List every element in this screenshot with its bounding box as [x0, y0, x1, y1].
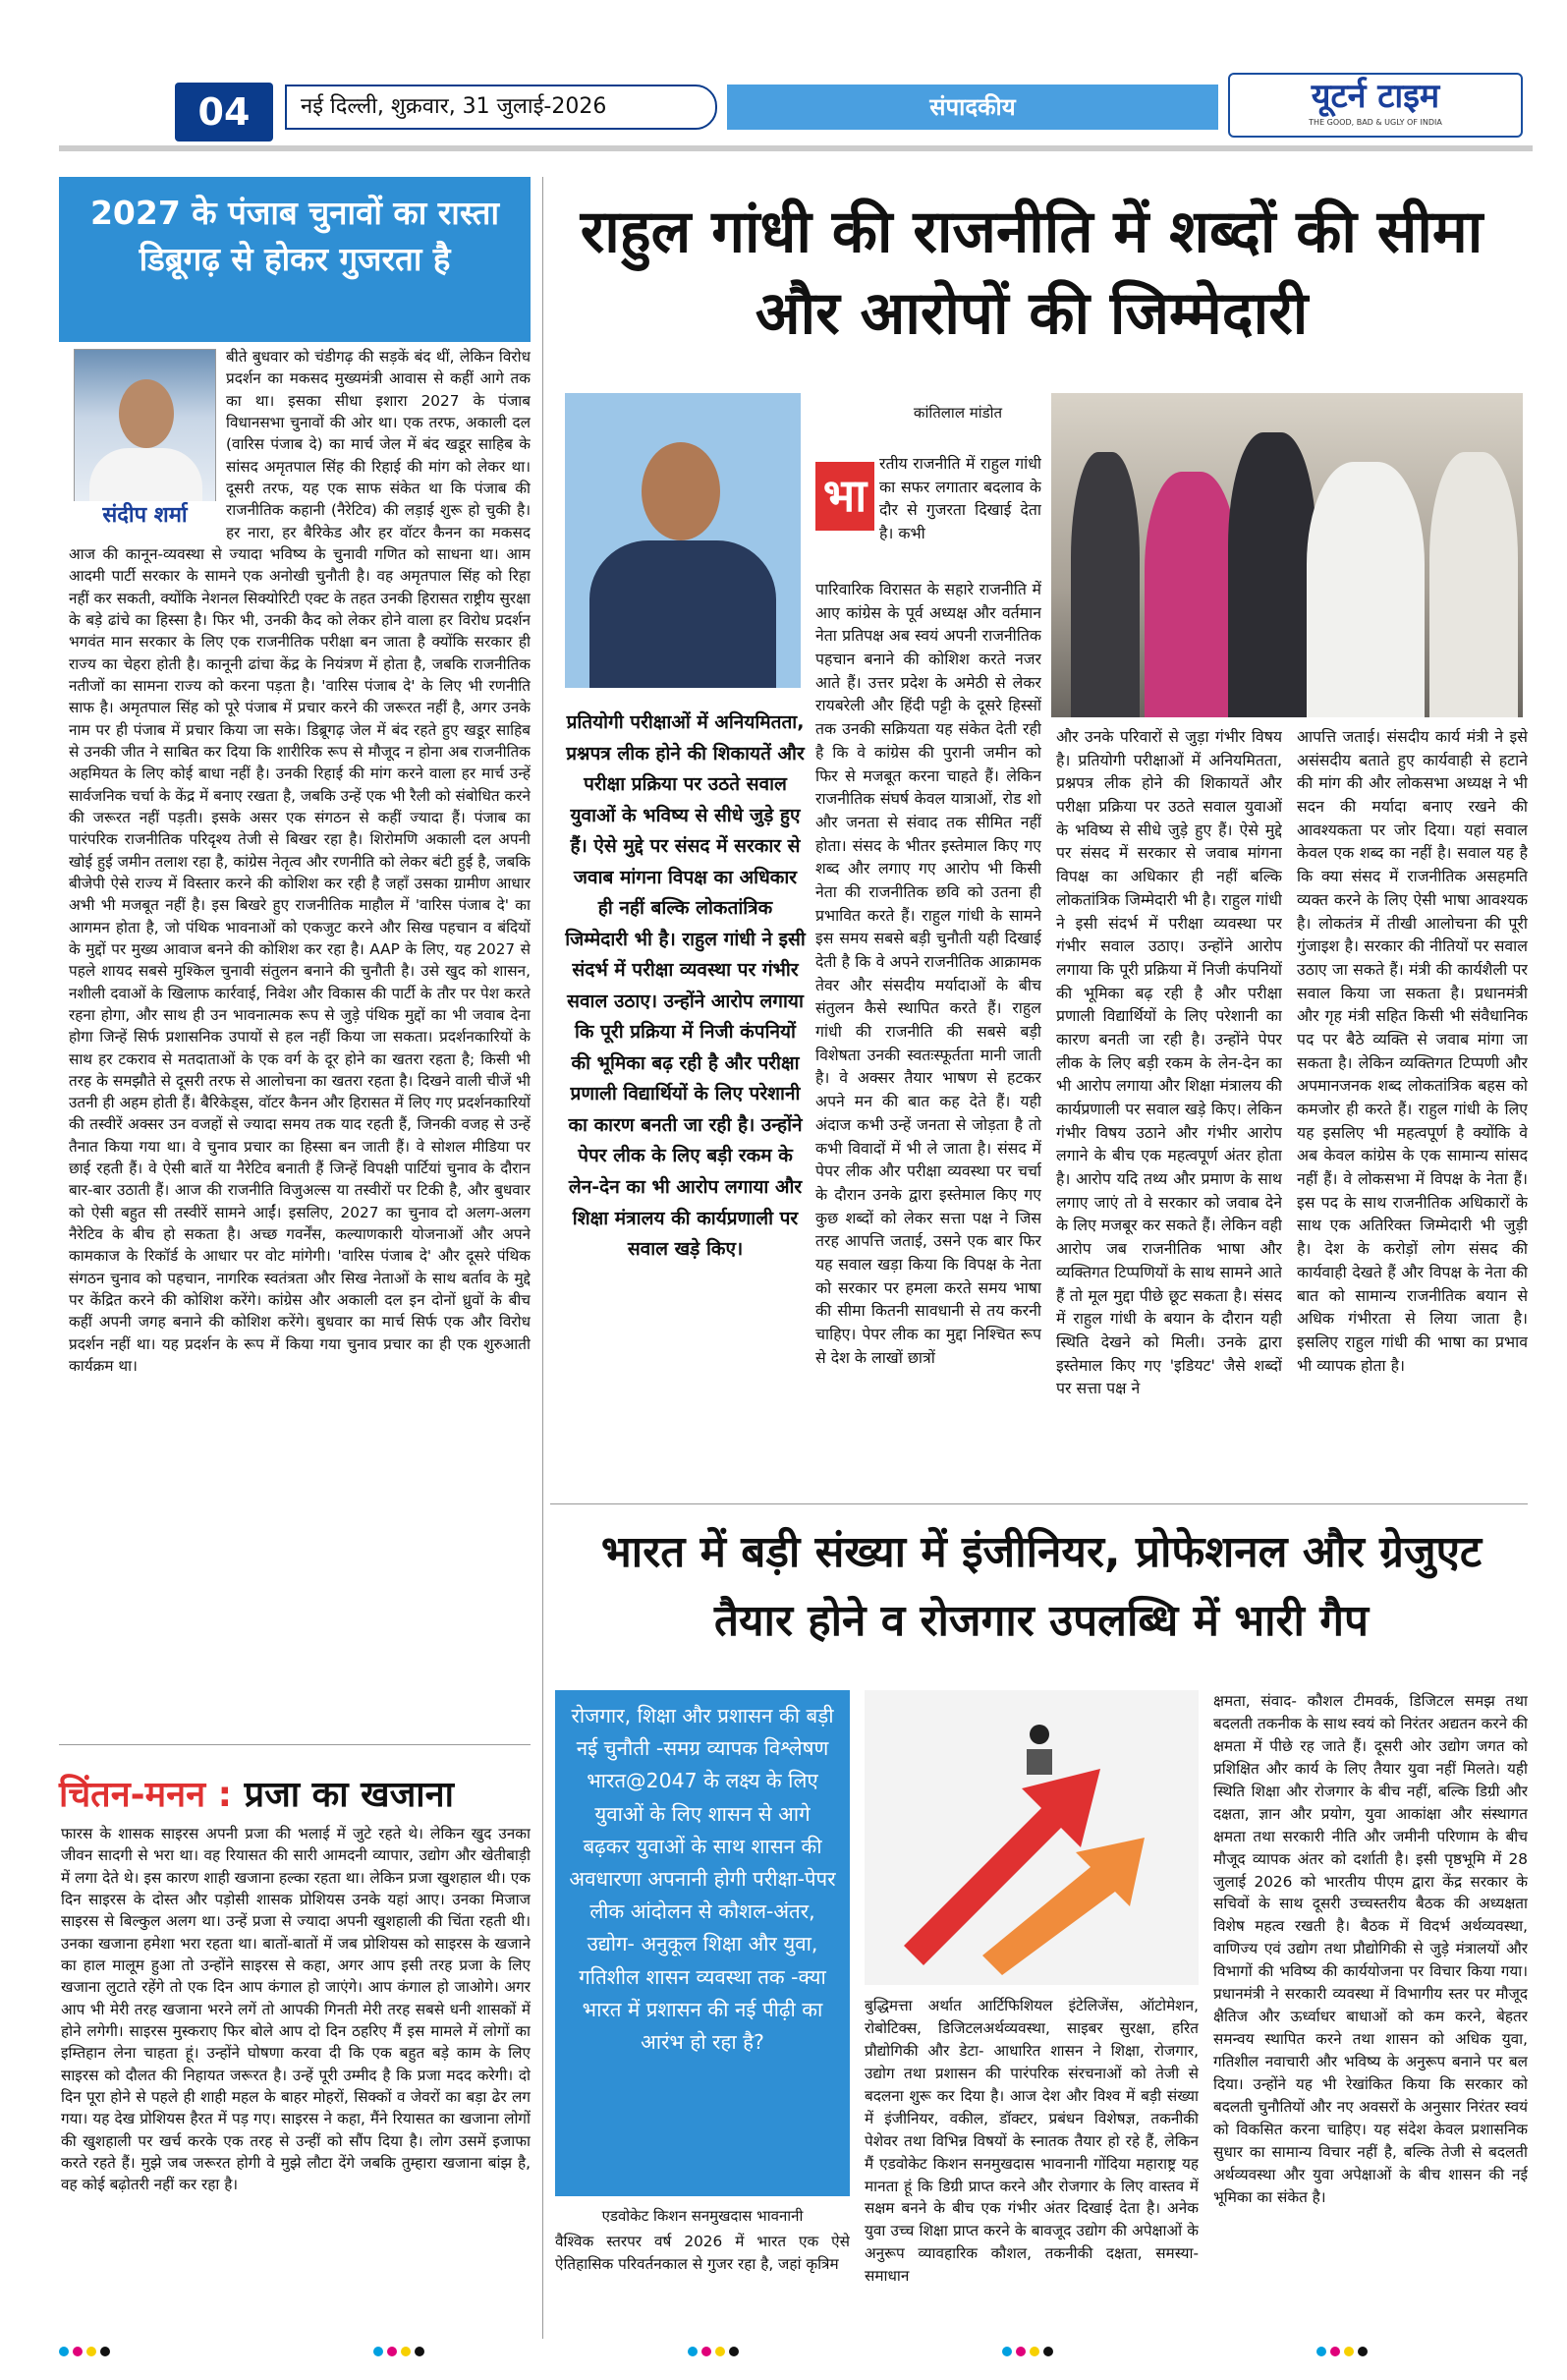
chintan-title-red: चिंतन-मनन : — [59, 1775, 233, 1815]
second-column-c: क्षमता, संवाद- कौशल टीमवर्क, डिजिटल समझ तथा बदलती तकनीक के साथ स्वयं को निरंतर अद्यतन करने की क्षमता में पीछे रह जाते हैं। दूसरी ओर उद्योग जगत को प्रशिक्षित और कार्य के लिए तैयार युवा नहीं मिलते। यही स्थिति शिक्षा और रोजगार के बीच नहीं, बल्कि डिग्री और दक्षता, ज्ञान और प्रयोग, युवा आकांक्षा और संस्थागत क्षमता तथा सरकारी नीति और जमीनी परिणाम के बीच मौजूद व्यापक अंतर को दर्शाती है। इसी पृष्ठभूमि में 28 जुलाई 2026 को भारतीय पीएम द्वारा केंद्र सरकार के सचिवों के साथ दूसरी उच्चस्तरीय बैठक की अध्यक्षता विशेष महत्व रखती है। बैठक में विदर्भ अर्थव्यवस्था, वाणिज्य एवं उद्योग तथा प्रौद्योगिकी से जुड़े मंत्रालयों और विभागों की भविष्य की कार्ययोजना पर विचार किया गया। प्रधानमंत्री ने सरकारी व्यवस्था में विभागीय स्तर पर मौजूद क्षैतिज और ऊर्ध्वाधर बाधाओं को कम करने, बेहतर समन्वय स्थापित करने तथा शासन को अधिक युवा, गतिशील नवाचारी और भविष्य के अनुरूप बनाने पर बल दिया। उन्होंने यह भी रेखांकित किया कि सरकार को बदलती चुनौतियों और नए अवसरों के अनुसार निरंतर स्वयं को विकसित करना चाहिए। यह संदेश केवल प्रशासनिक सुधार का सामान्य विचार नहीं है, बल्कि तेजी से बदलती अर्थव्यवस्था और युवा अपेक्षाओं के बीच शासन की नई भूमिका का संकेत है। — [1213, 1692, 1528, 2206]
main-column-1: पारिवारिक विरासत के सहारे राजनीति में आए कांग्रेस के पूर्व अध्यक्ष और वर्तमान नेता प्रतिपक्ष अब स्वयं अपनी राजनीतिक पहचान बनाने की कोशिश करते नजर आते हैं। उत्तर प्रदेश के अमेठी से लेकर रायबरेली और हिंदी पट्टी के दूसरे हिस्सों तक उनकी सक्रियता यह संकेत देती रही है कि वे कांग्रेस की पुरानी जमीन को फिर से मजबूत करना चाहते हैं। लेकिन राजनीतिक संघर्ष केवल यात्राओं, रोड शो और जनता से संवाद तक सीमित नहीं होता। संसद के भीतर इस्तेमाल किए गए शब्द और लगाए गए आरोप भी किसी नेता की राजनीतिक छवि को उतना ही प्रभावित करते हैं। राहुल गांधी के सामने इस समय सबसे बड़ी चुनौती यही दिखाई देती है कि वे अपने राजनीतिक आक्रामक तेवर और संसदीय मर्यादाओं के बीच संतुलन कैसे स्थापित करते हैं। राहुल गांधी की राजनीति की सबसे बड़ी विशेषता उनकी स्वतःस्फूर्तता मानी जाती है। वे अक्सर तैयार भाषण से हटकर अपने मन की बात कह देते हैं। यही अंदाज कभी उन्हें जनता से जोड़ता है तो कभी विवादों में भी ले जाता है। संसद में पेपर लीक और परीक्षा व्यवस्था पर चर्चा के दौरान उनके द्वारा इस्तेमाल किए गए कुछ शब्दों को लेकर सत्ता पक्ष ने जिस तरह आपत्ति जताई, उसने एक बार फिर यह सवाल खड़ा किया कि विपक्ष के नेता को सरकार पर हमला करते समय भाषा की सीमा कितनी सावधानी से तय करनी चाहिए। पेपर लीक का मुद्दा निश्चित रूप से देश के लाखों छात्रों — [815, 580, 1041, 1367]
second-headline: भारत में बड़ी संख्या में इंजीनियर, प्रोफेशनल और ग्रेजुएट तैयार होने व रोजगार उपलब्धि में भारी गैप — [600, 1527, 1483, 1647]
second-column-b: बुद्धिमत्ता अर्थात आर्टिफिशियल इंटेलिजेंस, ऑटोमेशन, रोबोटिक्स, डिजिटलअर्थव्यवस्था, साइबर सुरक्षा, हरित प्रौद्योगिकी और डेटा- आधारित शासन ने शिक्षा, रोजगार, उद्योग तथा प्रशासन की पारंपरिक संरचनाओं को तेजी से बदलना शुरू कर दिया है। आज देश और विश्व में बड़ी संख्या में इंजीनियर, वकील, डॉक्टर, प्रबंधन विशेषज्ञ, तकनीकी पेशेवर तथा विभिन्न विषयों के स्नातक तैयार हो रहे हैं, लेकिन मैं एडवोकेट किशन सनमुखदास भावनानी गोंदिया महाराष्ट्र यह मानता हूं कि डिग्री प्राप्त करने और रोजगार के लिए वास्तव में सक्षम बनने के बीच एक गंभीर अंतर दिखाई देता है। अनेक युवा उच्च शिक्षा प्राप्त करने के बावजूद उद्योग की अपेक्षाओं के अनुरूप व्यावहारिक कौशल, तकनीकी दक्षता, समस्या- समाधान — [865, 1997, 1199, 2286]
pull-quote: प्रतियोगी परीक्षाओं में अनियमितता, प्रश्नपत्र लीक होने की शिकायतें और परीक्षा प्रक्रिया पर उठते सवाल युवाओं के भविष्य से सीधे जुड़े हुए हैं। ऐसे मुद्दे पर संसद में सरकार से जवाब मांगना विपक्ष का अधिकार ही नहीं बल्कि लोकतांत्रिक जिम्मेदारी भी है। राहुल गांधी ने इसी संदर्भ में परीक्षा व्यवस्था पर गंभीर सवाल उठाए। उन्होंने आरोप लगाया कि पूरी प्रक्रिया में निजी कंपनियों की भूमिका बढ़ रही है और परीक्षा प्रणाली विद्यार्थियों के लिए परेशानी का कारण बनती जा रही है। उन्होंने पेपर लीक के लिए बड़ी रकम के लेन-देन का भी आरोप लगाया और शिक्षा मंत्रालय की कार्यप्रणाली पर सवाल खड़े किए। — [565, 711, 806, 1261]
main-column-2: और उनके परिवारों से जुड़ा गंभीर विषय है। प्रतियोगी परीक्षाओं में अनियमितता, प्रश्नपत्र लीक होने की शिकायतें और परीक्षा प्रक्रिया पर उठते सवाल युवाओं के भविष्य से सीधे जुड़े हुए हैं। ऐसे मुद्दे पर संसद में सरकार से जवाब मांगना विपक्ष का अधिकार ही नहीं बल्कि लोकतांत्रिक जिम्मेदारी भी है। राहुल गांधी ने इसी संदर्भ में परीक्षा व्यवस्था पर गंभीर सवाल उठाए। उन्होंने आरोप लगाया कि पूरी प्रक्रिया में निजी कंपनियों की भूमिका बढ़ रही है और परीक्षा प्रणाली विद्यार्थियों के लिए परेशानी का कारण बनती जा रही है। उन्होंने पेपर लीक के लिए बड़ी रकम के लेन-देन का भी आरोप लगाया और शिक्षा मंत्रालय की कार्यप्रणाली पर सवाल खड़े किए। लेकिन गंभीर विषय उठाने और गंभीर आरोप लगाने के बीच एक महत्वपूर्ण अंतर होता है। आरोप यदि तथ्य और प्रमाण के साथ लगाए जाएं तो वे सरकार को जवाब देने के लिए मजबूर कर सकते हैं। लेकिन वही आरोप जब राजनीतिक भाषा और व्यक्तिगत टिप्पणियों के साथ सामने आते हैं तो मूल मुद्दा पीछे छूट सकता है। संसद में राहुल गांधी के बयान के दौरान यही स्थिति देखने को मिली। उनके द्वारा इस्तेमाल किए गए 'इडियट' जैसे शब्दों पर सत्ता पक्ष ने — [1056, 727, 1282, 1398]
news-photo — [1051, 393, 1523, 717]
header-divider — [59, 145, 1533, 151]
masthead-logo — [1228, 73, 1523, 138]
chintan-body: फारस के शासक साइरस अपनी प्रजा की भलाई में जुटे रहते थे। लेकिन खुद उनका जीवन सादगी से भरा था। वह रियासत की सारी आमदनी व्यापार, उद्योग और खेतीबाड़ी में लगा देते थे। इस कारण शाही खजाना हल्का रहता था। लेकिन प्रजा खुशहाल थी। एक दिन साइरस के दोस्त और पड़ोसी शासक प्रोशियस उनके यहां आए। उनका मिजाज साइरस से बिल्कुल अलग था। उन्हें प्रजा से ज्यादा अपनी खुशहाली की चिंता रहती थी। उनका खजाना हमेशा भरा रहता था। बातों-बातों में जब प्रोशियस को साइरस के खजाने का हाल मालूम हुआ तो उन्होंने साइरस से कहा, अगर आप इसी तरह प्रजा के लिए खजाना लुटाते रहेंगे तो एक दिन आप कंगाल हो जाएंगे। आप कंगाल हो जाओगे। अगर आप भी मेरी तरह खजाना भरने लगें तो आपकी गिनती मेरी तरह सबसे धनी शासकों में होने लगेगी। साइरस मुस्कराए फिर बोले आप दो दिन ठहरिए मैं इस मामले में लोगों का इम्तिहान लेना चाहता हूं। उन्होंने घोषणा करवा दी कि एक बहुत बड़े काम के लिए साइरस को दौलत की निहायत जरूरत है। उन्हें पूरी उम्मीद है कि प्रजा मदद करेगी। दो दिन पूरा होने से पहले ही शाही महल के बाहर मोहरों, सिक्कों व जेवरों का बड़ा ढेर लग गया। यह देख प्रोशियस हैरत में पड़ गए। साइरस ने कहा, मैंने रियासत का खजाना लोगों की खुशहाली पर खर्च करके एक तरह से उन्हीं को सौंप दिया है। लोग उसमें इजाफा करते रहते हैं। मुझे जब जरूरत होगी वे मुझे लौटा देंगे जबकि तुम्हारा खजाना बांझ है, वह कोई बढ़ोतरी नहीं कर रहा है। — [61, 1825, 531, 2194]
page-number: 04 — [175, 83, 273, 142]
dateline: नई दिल्ली, शुक्रवार, 31 जुलाई-2026 — [285, 85, 717, 130]
drop-cap: भा — [815, 462, 874, 531]
column-rule — [542, 177, 543, 2339]
growth-arrow-illustration — [865, 1690, 1199, 1985]
section-rule-main — [550, 1503, 1528, 1504]
print-registration-marks — [59, 2347, 1533, 2360]
author-name: संदीप शर्मा — [74, 501, 216, 531]
chintan-title-black: प्रजा का खजाना — [244, 1775, 454, 1815]
logo-tagline: THE GOOD, BAD & UGLY OF INDIA — [1309, 118, 1442, 127]
chintan-title — [59, 1769, 531, 1818]
left-article-text: बीते बुधवार को चंडीगढ़ की सड़कें बंद थीं, लेकिन विरोध प्रदर्शन का मकसद मुख्यमंत्री आवास से कहीं आगे तक का था। इसका सीधा इशारा 2027 के पंजाब विधानसभा चुनावों की ओर था। एक तरफ, अकाली दल (वारिस पंजाब दे) का मार्च जेल में बंद खडूर साहिब के सांसद अमृतपाल सिंह की रिहाई की मांग को लेकर था। दूसरी तरफ, यह एक साफ संकेत था कि पंजाब की राजनीतिक कहानी (नैरेटिव) की लड़ाई शुरू हो चुकी है। हर नारा, हर बैरिकेड और हर वॉटर कैनन का मकसद आज की कानून-व्यवस्था से ज्यादा भविष्य के चुनावी गणित को साधना था। आम आदमी पार्टी सरकार के सामने एक अनोखी चुनौती है। वह अमृतपाल सिंह को रिहा नहीं कर सकती, क्योंकि नेशनल सिक्योरिटी एक्ट के तहत उनकी हिरासत राष्ट्रीय सुरक्षा के बड़े ढांचे का हिस्सा है। फिर भी, उनकी कैद को लेकर होने वाला हर विरोध प्रदर्शन भगवंत मान सरकार के लिए एक राजनीतिक परीक्षा बन जाता है क्योंकि सरकार ही राज्य का चेहरा होती है। कानूनी ढांचा केंद्र के नियंत्रण में होता है, जबकि राजनीतिक नतीजों का सामना राज्य को करना पड़ता है। 'वारिस पंजाब दे' के लिए भी रणनीति साफ है। अमृतपाल सिंह को पूरे पंजाब में प्रचार करने की जरूरत नहीं है, अगर उनके नाम पर ही पंजाब में प्रचार किया जा सके। डिब्रूगढ़ जेल में बंद रहते हुए खडूर साहिब से उनकी जीत ने साबित कर दिया कि शारीरिक रूप से मौजूद न होना अब राजनीतिक अहमियत के लिए कोई बाधा नहीं है। उनकी रिहाई की मांग करने वाला हर मार्च उन्हें सार्वजनिक चर्चा के केंद्र में बनाए रखता है, जबकि उन्हें एक भी रैली को संबोधित करने की जरूरत नहीं पड़ती। इसके असर एक संगठन से कहीं ज्यादा हैं। पंजाब का पारंपरिक राजनीतिक परिदृश्य तेजी से बिखर रहा है। शिरोमणि अकाली दल अपनी खोई हुई जमीन तलाश रहा है, कांग्रेस नेतृत्व और रणनीति को लेकर बंटी हुई है, जबकि बीजेपी ऐसे राज्य में विस्तार करने की कोशिश कर रही है जहाँ उसका ग्रामीण आधार अभी भी मजबूत नहीं है। इस बिखरे हुए राजनीतिक माहौल में 'वारिस पंजाब दे' का आगमन होता है, जो पंथिक भावनाओं को एकजुट करने और सिख पहचान व बंदियों के मुद्दों पर मुख्य आवाज बनने की कोशिश कर रहा है। AAP के लिए, यह 2027 से पहले शायद सबसे मुश्किल चुनावी संतुलन बनाने की चुनौती है। उसे खुद को शासन, नशीली दवाओं के खिलाफ कार्रवाई, निवेश और विकास की पार्टी के तौर पर पेश करते रहना होगा, और साथ ही उन भावनात्मक रूप से जुड़े पंथिक मुद्दों का भी जवाब देना होगा जिन्हें सिर्फ प्रशासनिक उपायों से हल नहीं किया जा सकता। प्रदर्शनकारियों के साथ हर टकराव से मतदाताओं के एक वर्ग के दूर होने का खतरा रहता है; किसी भी तरह के समझौते से दूसरी तरफ से आलोचना का खतरा रहता है। दिखने वाली चीजें भी उतनी ही अहम होती हैं। बैरिकेड्स, वॉटर कैनन और हिरासत में लिए गए प्रदर्शनकारियों की तस्वीरें अक्सर उन वजहों से ज्यादा समय तक याद रहती हैं, जिनकी वजह से उन्हें तैनात किया गया था। वे चुनाव प्रचार का हिस्सा बन जाती हैं। वे सोशल मीडिया पर छाई रहती हैं। वे ऐसी बातें या नैरेटिव बनाती हैं जिन्हें विपक्षी पार्टियां चुनाव के दौरान बार-बार उठाती हैं। आज की राजनीति विजुअल्स या तस्वीरों पर टिकी है, और बुधवार को ऐसी बहुत सी तस्वीरें सामने आईं। इसलिए, 2027 का चुनाव दो अलग-अलग नैरेटिव के बीच हो सकता है। अच्छ गवर्नेंस, कल्याणकारी योजनाओं और अपने कामकाज के रिकॉर्ड के आधार पर वोट मांगेगी। 'वारिस पंजाब दे' और दूसरे पंथिक संगठन चुनाव को पहचान, नागरिक स्वतंत्रता और सिख नेताओं के साथ बर्ताव के मुद्दे पर केंद्रित करने की कोशिश करेंगे। कांग्रेस और अकाली दल इन दोनों ध्रुवों के बीच कहीं अपनी जगह बनाने की कोशिश करेंगे। बुधवार का मार्च सिर्फ एक और विरोध प्रदर्शन नहीं था। यह प्रदर्शन के रूप में किया गया चुनाव प्रचार का ही एक शुरुआती कार्यक्रम था। — [69, 348, 531, 1376]
left-article-body — [69, 346, 531, 1731]
main-column-3: आपत्ति जताई। संसदीय कार्य मंत्री ने इसे असंसदीय बताते हुए कार्यवाही से हटाने की मांग की और लोकसभा अध्यक्ष ने भी सदन की मर्यादा बनाए रखने की आवश्यकता पर जोर दिया। यहां सवाल केवल एक शब्द का नहीं है। सवाल यह है कि क्या संसद में राजनीतिक असहमति व्यक्त करने के लिए ऐसी भाषा आवश्यक है। लोकतंत्र में तीखी आलोचना की पूरी गुंजाइश है। सरकार की नीतियों पर सवाल उठाए जा सकते हैं। मंत्री की कार्यशैली पर सवाल किया जा सकता है। प्रधानमंत्री और गृह मंत्री सहित किसी भी संवैधानिक पद पर बैठे व्यक्ति से जवाब मांगा जा सकता है। लेकिन व्यक्तिगत टिप्पणी और अपमानजनक शब्द लोकतांत्रिक बहस को कमजोर ही करते हैं। राहुल गांधी के लिए यह इसलिए भी महत्वपूर्ण है क्योंकि वे अब केवल कांग्रेस के एक सामान्य सांसद नहीं हैं। वे लोकसभा में विपक्ष के नेता हैं। इस पद के साथ राजनीतिक अधिकारों के साथ एक अतिरिक्त जिम्मेदारी भी जुड़ी है। देश के करोड़ों लोग संसद की कार्यवाही देखते हैं और विपक्ष के नेता की बात को सामान्य राजनीतिक बयान से अधिक गंभीरता से लिया जाता है। इसलिए राहुल गांधी की भाषा का प्रभाव भी व्यापक होता है। — [1297, 727, 1528, 1375]
summary-box: रोजगार, शिक्षा और प्रशासन की बड़ी नई चुनौती -समग्र व्यापक विश्लेषण भारत@2047 के लक्ष्य के लिए युवाओं के लिए शासन से आगे बढ़कर युवाओं के साथ शासन की अवधारणा अपनानी होगी परीक्षा-पेपर लीक आंदोलन से कौशल-अंतर, उद्योग- अनुकूल शिक्षा और युवा, गतिशील शासन व्यवस्था तक -क्या भारत में प्रशासन की नई पीढ़ी का आरंभ हो रहा है? — [555, 1690, 850, 2196]
section-label: संपादकीय — [727, 85, 1218, 130]
main-byline: कांतिलाल मांडोत — [913, 404, 1003, 422]
main-headline: राहुल गांधी की राजनीति में शब्दों की सीमा और आरोपों की जिम्मेदारी — [580, 198, 1483, 348]
left-headline-box — [59, 177, 531, 342]
second-lead-text: वैश्विक स्तरपर वर्ष 2026 में भारत एक ऐसे ऐतिहासिक परिवर्तनकाल से गुजर रहा है, जहां कृत्रिम — [555, 2233, 850, 2273]
logo-text: यूटर्न टाइम — [1311, 77, 1440, 116]
second-byline: एडवोकेट किशन सनमुखदास भावनानी — [601, 2207, 804, 2225]
section-rule — [59, 1744, 531, 1745]
main-lead-text: रतीय राजनीति में राहुल गांधी का सफर लगातार बदलाव के दौर से गुजरता दिखाई देता है। कभी — [879, 454, 1041, 543]
arrow-graphic — [865, 1690, 1199, 1985]
left-article-headline: 2027 के पंजाब चुनावों का रास्ता डिब्रूगढ़ से होकर गुजरता है — [89, 194, 500, 278]
columnist-photo — [565, 393, 801, 688]
